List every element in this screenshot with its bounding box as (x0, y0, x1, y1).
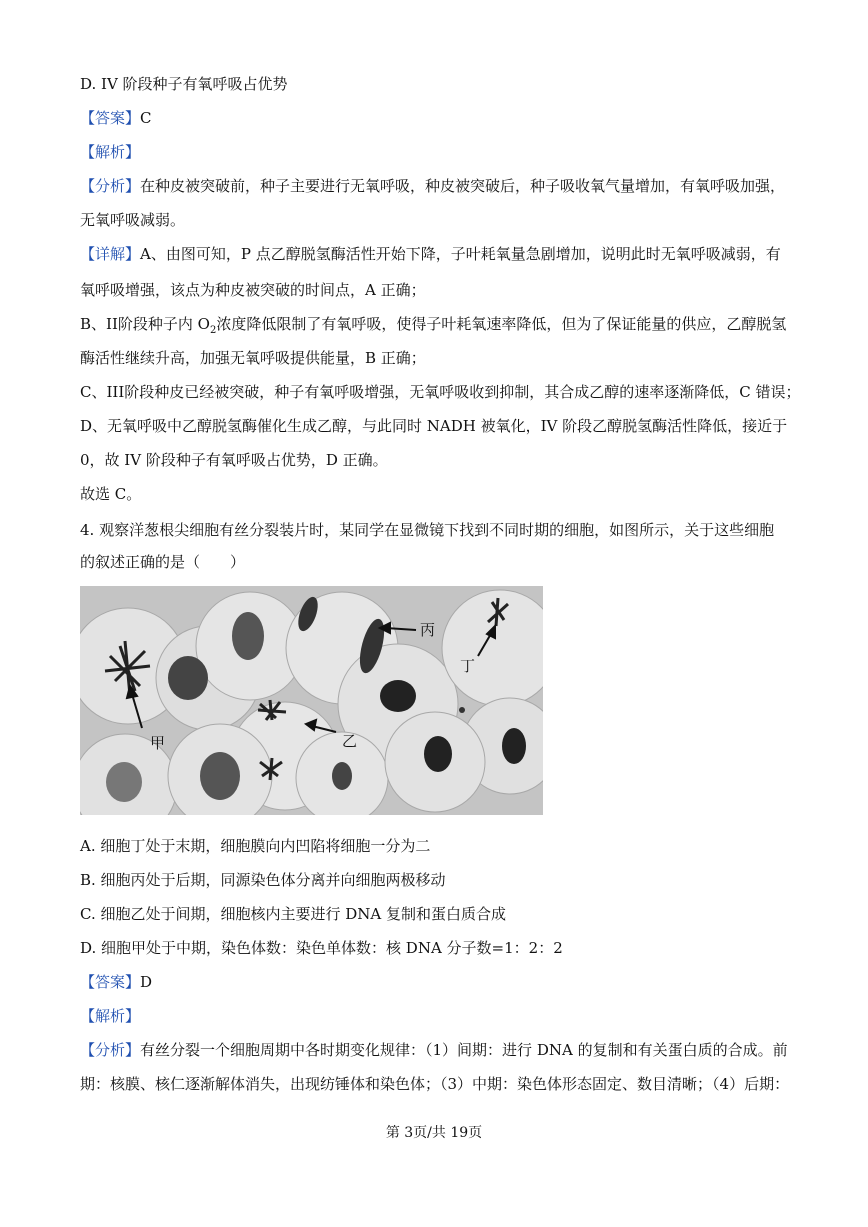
question-4-cont: 的叙述正确的是（ ） (80, 553, 246, 571)
point-d-cont: 0，故 IV 阶段种子有氧呼吸占优势，D 正确。 (80, 451, 388, 469)
text: 浓度降低限制了有氧呼吸，使得子叶耗氧速率降低，但为了保证能量的供应，乙醇脱氢 (216, 315, 787, 333)
option-b: B. 细胞丙处于后期，同源染色体分离并向细胞两极移动 (80, 871, 446, 889)
jiexi-2: 【解析】 (80, 1007, 141, 1025)
micrograph-figure (80, 586, 543, 815)
micrograph-svg (80, 586, 543, 815)
answer-2 (80, 972, 152, 992)
option-c: C. 细胞乙处于间期，细胞核内主要进行 DNA 复制和蛋白质合成 (80, 905, 507, 923)
analysis-tag: 【分析】 (80, 177, 141, 195)
analysis-1 (80, 176, 785, 196)
text: B、II阶段种子内 O (80, 315, 210, 333)
label-bing: 丙 (420, 621, 436, 639)
label-ding: 丁 (460, 657, 476, 675)
conclusion: 故选 C。 (80, 485, 142, 503)
question-4: 4. 观察洋葱根尖细胞有丝分裂装片时，某同学在显微镜下找到不同时期的细胞，如图所示，关于这些细胞 (80, 521, 775, 539)
point-b-cont: 酶活性继续升高，加强无氧呼吸提供能量，B 正确； (80, 349, 426, 367)
text: 有丝分裂一个细胞周期中各时期变化规律：（1）间期：进行 DNA 的复制和有关蛋白质的合成。前 (140, 1041, 788, 1059)
analysis-1-cont: 无氧呼吸减弱。 (80, 211, 186, 229)
page-footer: 第 3页/共 19页 (385, 1125, 483, 1141)
option-d: D. 细胞甲处于中期，染色体数：染色单体数：核 DNA 分子数=1：2：2 (80, 939, 563, 957)
answer-tag: 【答案】 (80, 973, 141, 991)
text: D. IV 阶段种子有氧呼吸占优势 (80, 75, 288, 93)
answer-tag: 【答案】 (80, 109, 141, 127)
point-b (80, 314, 786, 341)
point-d: D、无氧呼吸中乙醇脱氢酶催化生成乙醇，与此同时 NADH 被氧化，IV 阶段乙醇脱氢酶活性降低，接近于 (80, 417, 788, 435)
analysis-2 (80, 1040, 788, 1060)
subscript: 2 (209, 325, 217, 336)
text: 在种皮被突破前，种子主要进行无氧呼吸，种皮被突破后，种子吸收氧气量增加，有氧呼吸加强， (140, 177, 786, 195)
label-yi: 乙 (342, 732, 358, 750)
detail-cont: 氧呼吸增强，该点为种皮被突破的时间点，A 正确； (80, 281, 426, 299)
point-c: C、III阶段种皮已经被突破，种子有氧呼吸增强，无氧呼吸收到抑制，其合成乙醇的速率逐渐降低，C 错误； (80, 383, 801, 401)
answer-1 (80, 108, 152, 128)
text: A、由图可知，P 点乙醇脱氢酶活性开始下降，子叶耗氧量急剧增加，说明此时无氧呼吸减弱，有 (140, 245, 781, 263)
detail-tag: 【详解】 (80, 245, 141, 263)
detail (80, 244, 781, 264)
analysis-tag: 【分析】 (80, 1041, 141, 1059)
jiexi-1: 【解析】 (80, 143, 141, 161)
line-option-d-prev (80, 74, 288, 94)
analysis-2-cont: 期：核膜、核仁逐渐解体消失，出现纺锤体和染色体；（3）中期：染色体形态固定、数目清晰；（4）后期： (80, 1075, 790, 1093)
answer-value: D (140, 973, 153, 991)
answer-value: C (140, 109, 152, 127)
option-a: A. 细胞丁处于末期，细胞膜向内凹陷将细胞一分为二 (80, 837, 431, 855)
label-jia: 甲 (150, 734, 166, 752)
